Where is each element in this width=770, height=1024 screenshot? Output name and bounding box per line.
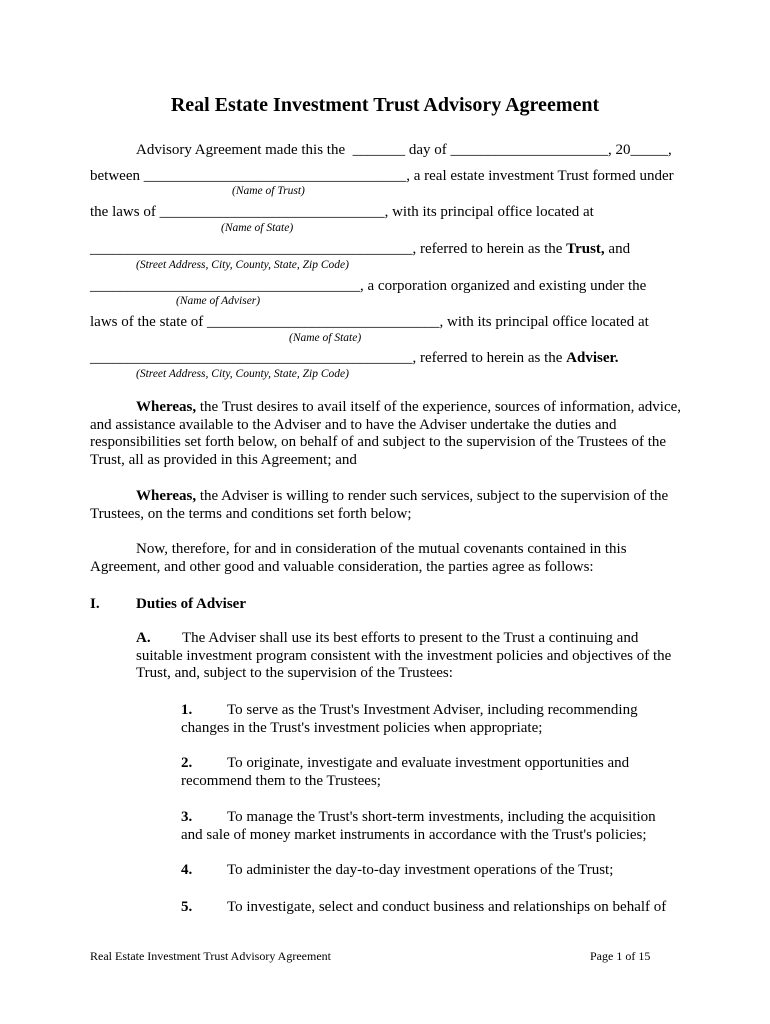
intro-line-trust-address: ___________________________________________, referred to herein as the Trust, and — [90, 241, 631, 257]
list-item: 1. To serve as the Trust's Investment Adviser, including recommending changes in the Trust's investment policies when appropriate; — [181, 702, 638, 736]
list-item: 2. To originate, investigate and evaluate investment opportunities and recommend them to the Trustees; — [181, 755, 630, 789]
footer-document-title: Real Estate Investment Trust Advisory Agreement — [90, 949, 331, 963]
intro-line-adviser: ____________________________________, a corporation organized and existing under the — [90, 278, 647, 294]
hint-name-of-adviser: (Name of Adviser) — [176, 295, 261, 307]
intro-line-date: Advisory Agreement made this the _______ day of _____________________, 20_____, — [136, 142, 672, 158]
hint-name-of-state-2: (Name of State) — [289, 332, 362, 344]
intro-line-between: between ___________________________________, a real estate investment Trust formed under — [90, 168, 674, 184]
whereas-paragraph-2: Whereas, the Adviser is willing to render such services, subject to the supervision of the Trustees, on the terms and conditions set forth below; — [90, 488, 669, 522]
footer-page-number: Page 1 of 15 — [590, 949, 651, 963]
section-heading: Duties of Adviser — [136, 596, 246, 612]
subsection-a-label: A. — [136, 630, 151, 646]
intro-line-laws: the laws of ______________________________, with its principal office located at — [90, 204, 594, 220]
subsection-a: A. The Adviser shall use its best efforts to present to the Trust a continuing and suitable investment program consistent with the investment policies and objectives of the Trust, and, subject to the supervision of the Trustees: — [136, 630, 672, 682]
list-item: 3. To manage the Trust's short-term investments, including the acquisition and sale of money market instruments in accordance with the Trust's policies; — [181, 809, 656, 843]
section-number: I. — [90, 596, 100, 612]
hint-street-address: (Street Address, City, County, State, Zip Code) — [136, 259, 349, 271]
list-item: 5. To investigate, select and conduct business and relationships on behalf of — [181, 899, 667, 915]
whereas-paragraph-1: Whereas, the Trust desires to avail itself of the experience, sources of information, advice, and assistance available to the Adviser and to have the Adviser undertake the duties and responsibilities set forth below, on behalf of and subject to the supervision of the Trustees of the Trust, all as provided in this Agreement; and — [90, 399, 682, 468]
hint-street-address-2: (Street Address, City, County, State, Zip Code) — [136, 368, 349, 380]
hint-name-of-trust: (Name of Trust) — [232, 185, 305, 197]
document-title: Real Estate Investment Trust Advisory Agreement — [170, 94, 600, 116]
now-therefore-paragraph: Now, therefore, for and in consideration of the mutual covenants contained in this Agreement, and other good and valuable consideration, the parties agree as follows: — [90, 541, 627, 575]
list-item: 4. To administer the day-to-day investment operations of the Trust; — [181, 862, 614, 878]
intro-line-adviser-address: ___________________________________________, referred to herein as the Adviser. — [90, 350, 619, 366]
hint-name-of-state: (Name of State) — [221, 222, 294, 234]
intro-line-adviser-laws: laws of the state of _______________________________, with its principal office located at — [90, 314, 649, 330]
